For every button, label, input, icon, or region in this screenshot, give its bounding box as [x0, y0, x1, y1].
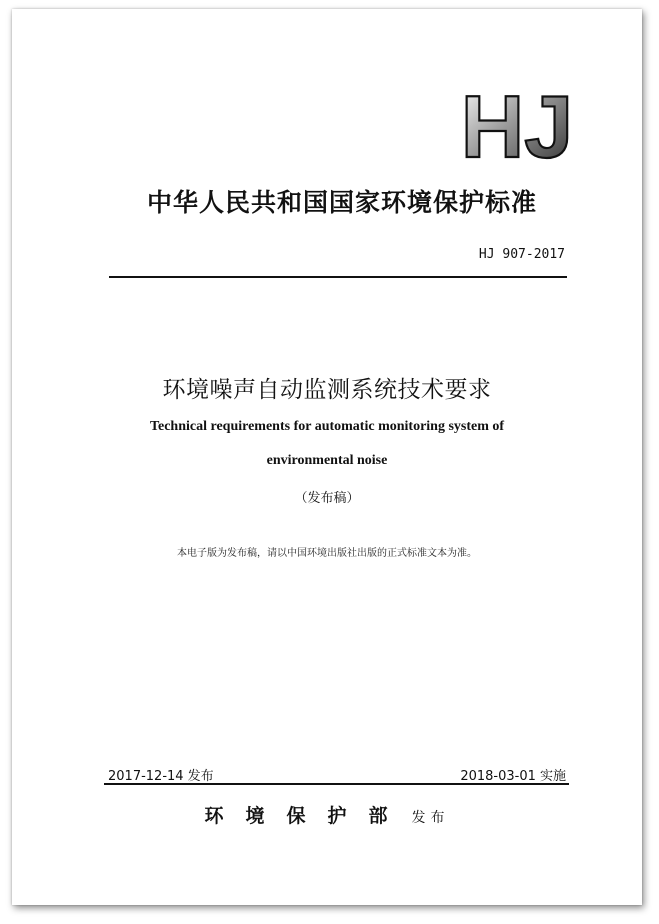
header-rule [109, 276, 567, 278]
chinese-title: 环境噪声自动监测系统技术要求 [162, 377, 492, 403]
hj-logo [456, 89, 578, 161]
english-title-line1: Technical requirements for automatic monitoring system of [149, 419, 505, 434]
electronic-version-notice: 本电子版为发布稿，请以中国环境出版社出版的正式标准文本为准。 [177, 548, 477, 559]
standard-category: 中华人民共和国国家环境保护标准 [146, 188, 537, 217]
issuer-line [12, 801, 642, 828]
footer-rule [104, 783, 569, 785]
hj-logo-text: HJ [460, 89, 574, 161]
document-page [12, 9, 642, 905]
issuer-action: 发布 [411, 810, 450, 826]
standard-number: HJ 907-2017 [478, 247, 565, 262]
effective-date: 2018-03-01 实施 [460, 769, 566, 784]
issue-date: 2017-12-14 发布 [108, 769, 214, 784]
issuer-name: 环境保护部 [204, 805, 410, 827]
english-title-line2: environmental noise [266, 453, 388, 468]
draft-note: （发布稿） [294, 491, 360, 506]
